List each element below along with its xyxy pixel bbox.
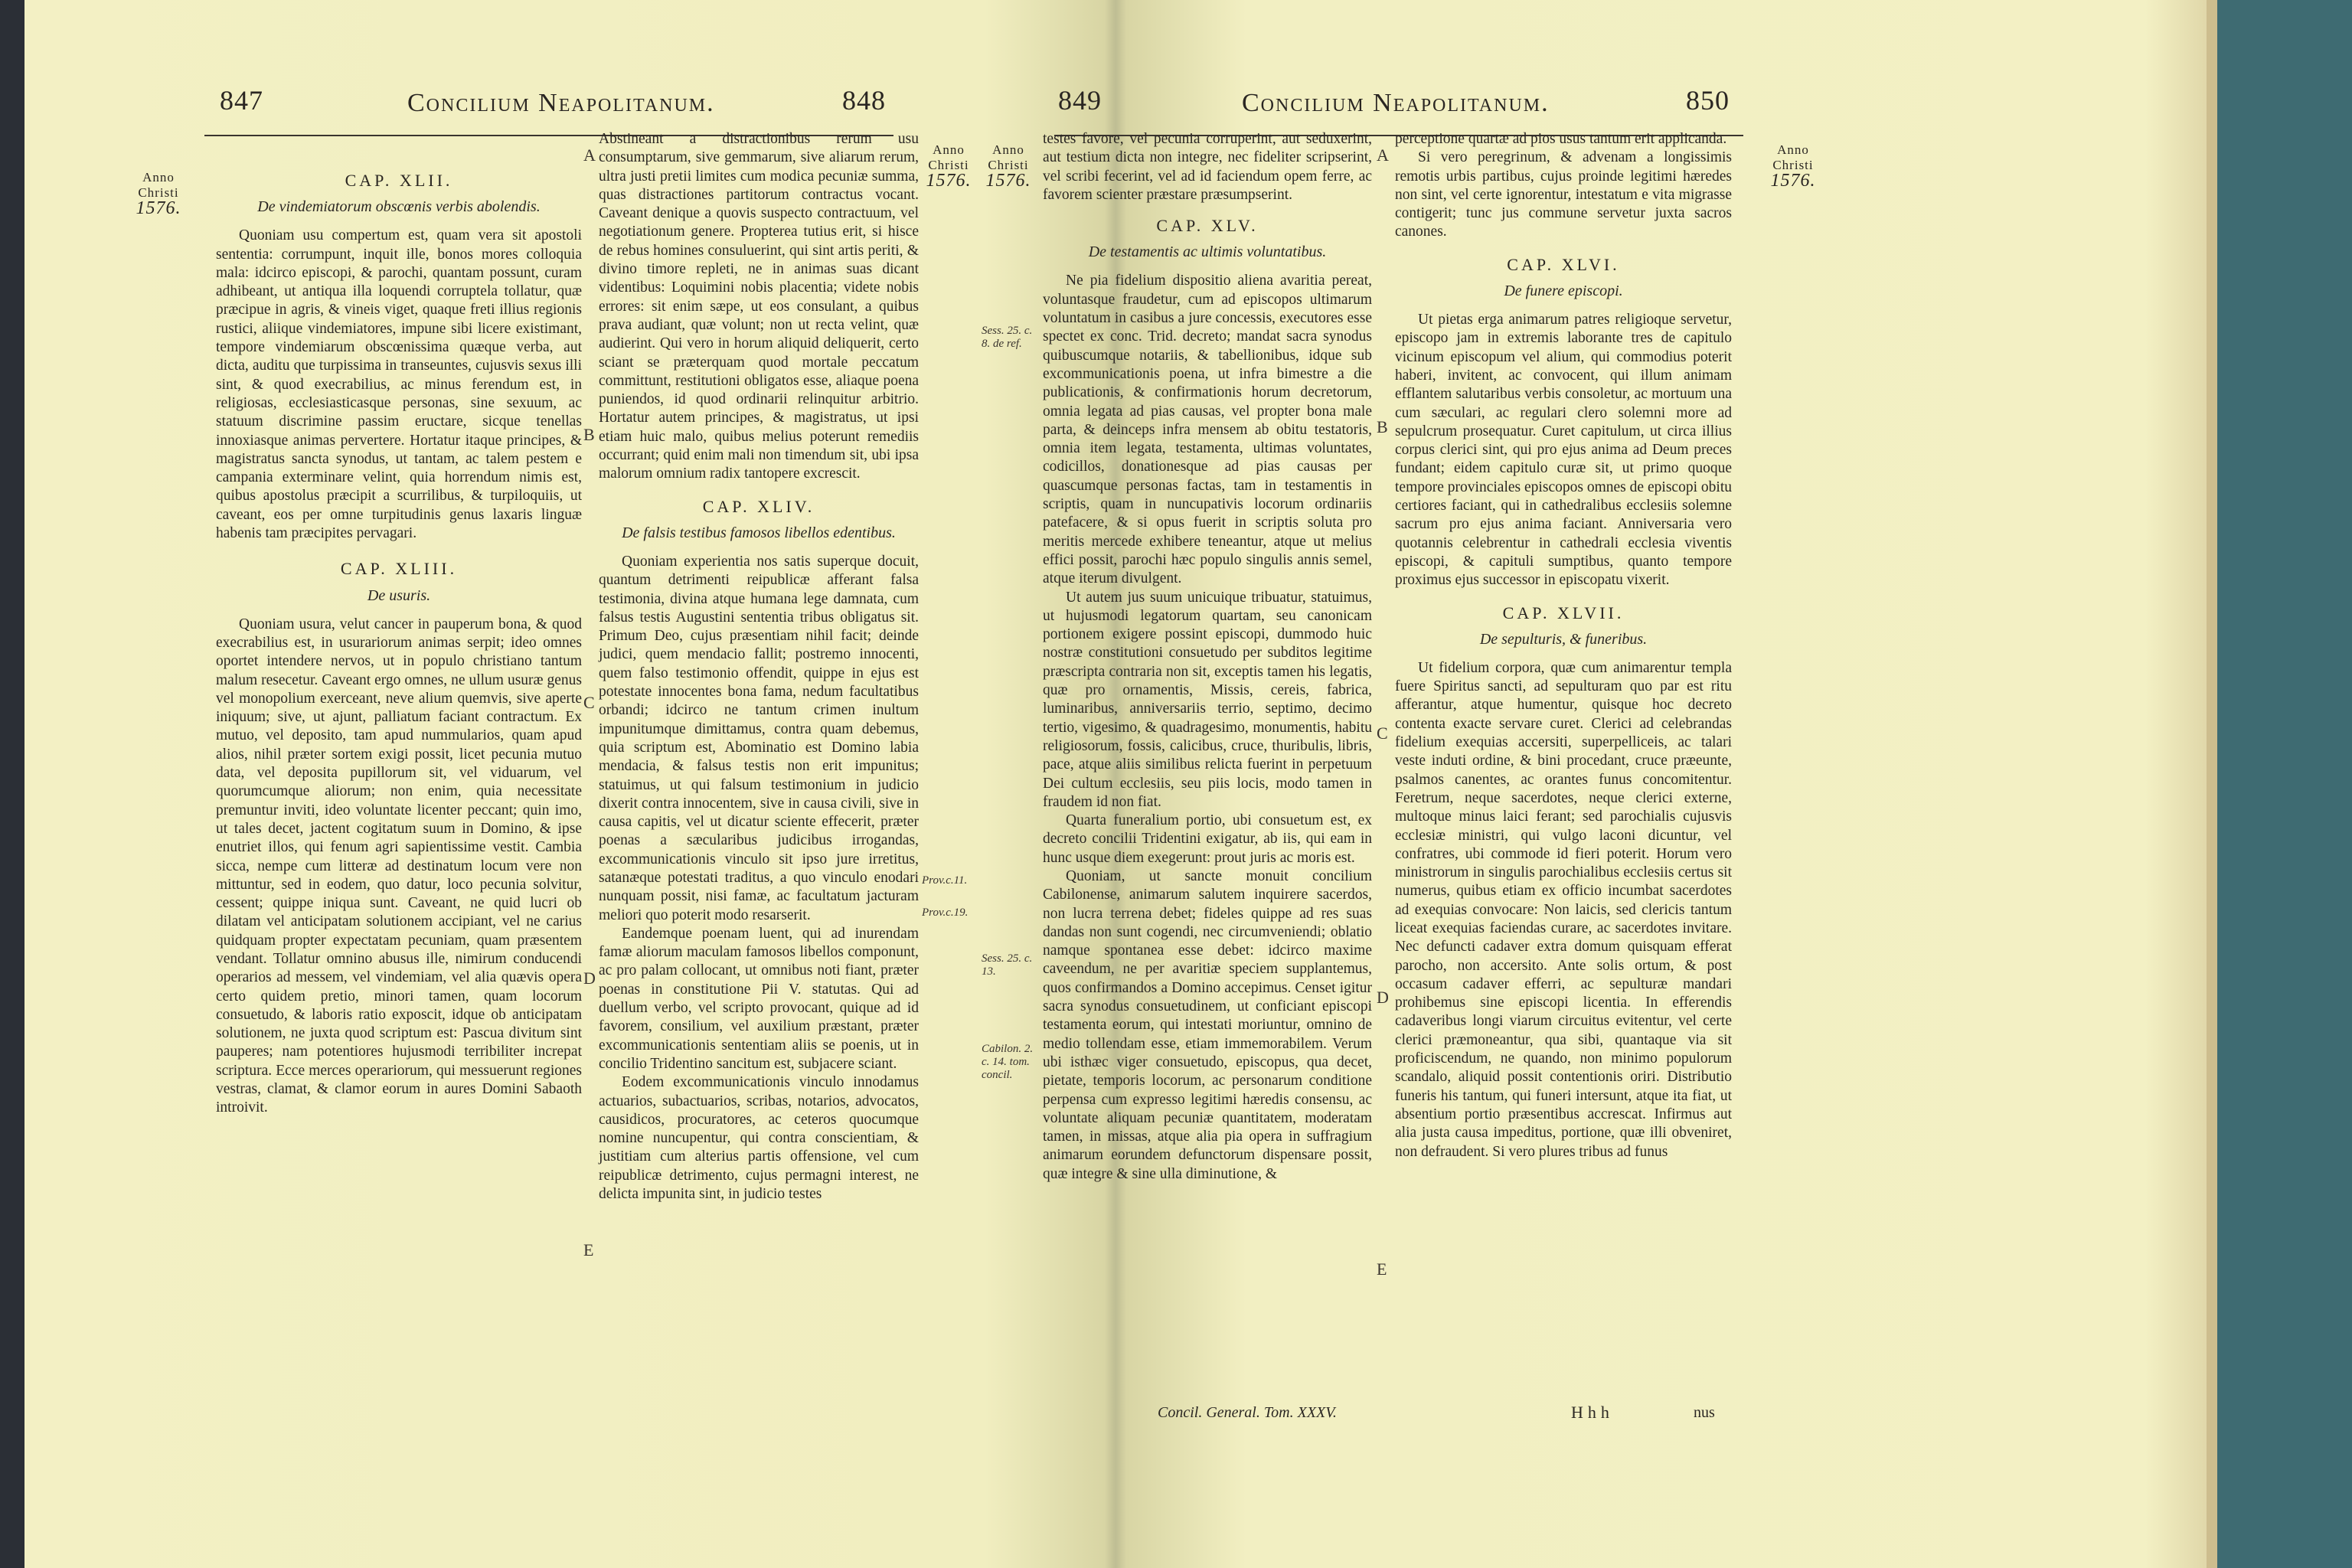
chapter-text: testes favore, vel pecunia corruperint, aut seduxerint, aut testium dicta non integre, nec fideliter scripserint, vel scribi fecerint, vel ad id faciendum opem ferre, ac favorem scienter præstare præsumpserint.	[1043, 131, 1372, 203]
year-label: 1576.	[136, 198, 181, 218]
chapter-subtitle: De sepulturis, & funeribus.	[1479, 630, 1648, 648]
margin-letter-c: C	[1377, 724, 1388, 743]
margin-letter-b: B	[1377, 417, 1388, 436]
page-number-847: 847	[220, 85, 263, 116]
chapter-title: CAP. XLIII.	[340, 559, 458, 579]
margin-letter-d: D	[1377, 988, 1389, 1007]
anno-label: Anno	[142, 170, 175, 185]
page-edges	[2207, 0, 2217, 1568]
footer-signature: Hhh	[1571, 1403, 1614, 1422]
page-number-848: 848	[842, 85, 886, 116]
left-page-column-2	[599, 130, 919, 1204]
chapter-title: CAP. XLV.	[1156, 216, 1259, 236]
chapter-text: perceptione quartæ ad pios usus tantum erit applicanda.	[1395, 131, 1727, 147]
christi-label: Christi	[1772, 158, 1814, 172]
chapter-text: Abstineant a distractionibus rerum usu consumptarum, sive gemmarum, sive aliarum rerum, ultra justi pretii limites cum modica pecuniæ summa, quas distractiones partitorum contractus vocant. Caveant denique a quovis suspecto contractuum, vel negotiationum genere. Propterea tutius erit, si hisce de rebus homines consuluerint, qui sint artis periti, & divino timore repleti, ne in animas suas dicant videntibus: Loquimini nobis placentia; videte nobis errores: sit enim sæpe, ut eos consulant, a quibus prava audiant, quæ volunt; non ut recta velint, quæ audierint. Qui vero in horum aliquid deliquerit, certo sciant se præterquam quod mortale peccatum committunt, restitutioni obligatos esse, aliaque poena puniendos, id quod ordinarii relinquitur arbitrio. Hortatur autem principes, & magistratus, ut ipsi etiam huic malo, quibus melius poterunt remediis occurrant; quid enim mali non timendum sit, ubi ipsa malorum omnium radix tantopere excrescit.	[599, 131, 919, 482]
chapter-subtitle: De usuris.	[367, 586, 431, 604]
left-page	[24, 0, 982, 1568]
footer-catchword: nus	[1694, 1404, 1715, 1421]
year-label: 1576.	[926, 171, 972, 191]
background-right	[2207, 0, 2352, 1568]
chapter-subtitle: De falsis testibus famosos libellos edentibus.	[622, 524, 896, 541]
margin-letter-c: C	[583, 693, 595, 712]
anno-christi-margin	[124, 170, 193, 216]
margin-note-prov-19: Prov.c.19.	[922, 906, 969, 919]
year-label: 1576.	[985, 171, 1031, 191]
margin-letter-b: B	[583, 425, 595, 444]
chapter-title: CAP. XLVI.	[1507, 254, 1620, 274]
footer-volume: Concil. General. Tom. XXXV.	[1158, 1404, 1337, 1421]
running-title: Concilium Neapolitanum.	[1242, 89, 1550, 117]
left-page-column-1	[216, 161, 582, 1118]
chapter-text: Ne pia fidelium dispositio aliena avaritia pereat, voluntasque fraudetur, cum ad episcopos ultimarum voluntatum in casibus a jure concessis, executores esse spectet ex conc. Trid. decreto; mandat sacra synodus quibuscumque notariis, & tabellionibus, idque sub excommunicationis poena, ut infra bimestre a die publicationis, & confirmationis horum decretorum, omnia legata ad pias causas, vel propter bona male parta, & deinceps infra mensem ab obitu testatoris, omnia item legata, testamenta, ultimas voluntates, codicillos, donationesque ad pias causas per quascumque personas factas, tam in testamentis in scriptis, quam in nuncupativis locorum ordinariis patefacere, & si opus fuerit in scriptis soluta pro meritis mercede exhibere teneantur, atque ut melius effici possit, parochi hæc populo singulis annis semel, atque iterum divulgent.	[1043, 273, 1372, 587]
chapter-text: Ut pietas erga animarum patres religioque servetur, episcopo jam in extremis laborante tres de capitulo vicinum episcopum vel alium, qui commodius poterit haberi, invitent, ac convocent, qui illum animam efflantem salutaribus verbis consoletur, ac mortuum una cum sæculari, ac regulari clero solemni more ad sepulcrum prosequatur. Curet capitulum, ut circa illius corpus clerici sint, qui pro ejus anima ad Deum preces fundant; eidem capitulo curæ sit, ut primo quoque tempore provinciales episcopos omnes de episcopi obitu certiores faciant, qui in cathedralibus ecclesiis solemne sacrum pro ejus anima faciant. Anniversaria vero quotannis celebrentur in cathedrali ecclesia viventis episcopi, & capituli sumptibus, quanto tempore proximus ejus successor in episcopatu vixerit.	[1395, 312, 1732, 589]
anno-christi-margin-right	[914, 142, 983, 191]
margin-letter-e: E	[1377, 1259, 1387, 1279]
chapter-text: Quarta funeralium portio, ubi consuetum est, ex decreto concilii Tridentini exigatur, ab iis, qui eam in hunc usque diem exegerunt: prout juris ac moris est.	[1043, 812, 1372, 866]
chapter-title: CAP. XLVII.	[1502, 603, 1625, 622]
chapter-text: Quoniam, ut sancte monuit concilium Cabilonense, animarum salutem inquirere sacerdos, non lucra terrena debet; fideles quippe ad res suas dandas non sunt cogendi, nec circumveniendi; oblatio namque spontanea esse debet: idcirco maxime caveendum, ne per avaritiæ speciem supplantemus, quos confirmandos a Domino accepimus. Censet igitur sacra synodus consuetudinem, ut conficiant episcopi testamenta eorum, qui intestati moriuntur, omnino de medio tollendam esse, etiam immemorabilem. Verum ubi isthæc viger consuetudo, episcopus, qua decet, pietate, temporis locorum, ac personarum conditione perpensa cum expresso legitimi hæredis consensu, ac voluntate aliquam pecuniæ quantitatem, moderatam tamen, in missas, atque alia pia opera in suffragium animarum eorundem defunctorum dispensare possit, quæ integre & sine ulla diminutione, &	[1043, 867, 1372, 1182]
christi-label: Christi	[138, 185, 179, 200]
margin-letter-a: A	[1377, 145, 1389, 165]
year-label: 1576.	[1770, 171, 1816, 191]
right-page-column-1	[1043, 130, 1372, 1184]
margin-note-prov-11: Prov.c.11.	[922, 874, 968, 887]
anno-label: Anno	[1777, 142, 1809, 157]
chapter-subtitle: De funere episcopi.	[1504, 283, 1623, 300]
chapter-subtitle: De vindemiatorum obscœnis verbis abolendis.	[257, 198, 541, 216]
margin-note-cabilon: Cabilon. 2. c. 14. tom. concil.	[982, 1043, 1034, 1081]
anno-christi-margin-right	[1759, 142, 1828, 191]
anno-label: Anno	[992, 142, 1024, 157]
chapter-text: Si vero peregrinum, & advenam a longissimis remotis urbis partibus, cujus proinde legitimi hæredes non sint, vel certe ignorentur, intestatum e vita migrasse contigerit; tunc jus commune servetur juxta sacros canones.	[1395, 149, 1732, 240]
chapter-subtitle: De testamentis ac ultimis voluntatibus.	[1088, 243, 1327, 261]
right-page	[982, 0, 1977, 1568]
background-left	[0, 0, 24, 1568]
chapter-text: Quoniam experientia nos satis superque docuit, quantum detrimenti reipublicæ afferant falsa testimonia, divina atque humana lege damnata, cum falsus testis Augustini sententia tribus obligatus sit. Primum Deo, cujus præsentiam nihil facit; deinde judici, quem mendacio fallit; postremo innocenti, quem falso testimonio offendit, quippe in ejus est potestate innocentes bona fama, nedum facultatibus orbandi; idcirco ne tantum crimen inultum impunitumque dimittamus, contra quam debemus, quia scriptum est, Abominatio est Domino labia mendacia, & falsus testis non erit impunitus; statuimus, ut qui falsum testimonium in judicio dixerit contra innocentem, sive in causa civili, sive in causa capitis, vel ut dicatur sciente effecerit, præter poenas a sæcularibus judicibus irrogandas, excommunicationis vinculo sit ipso jure irretitus, satanæque potestati traditus, a quo vinculo enodari nunquam possit, nisi famæ, ac facultatum jacturam meliori quo poterit modo resarserit.	[599, 553, 919, 923]
margin-letter-e: E	[583, 1240, 594, 1259]
margin-note-sess-25-c13: Sess. 25. c. 13.	[982, 952, 1033, 978]
margin-note-sess-25: Sess. 25. c. 8. de ref.	[982, 325, 1033, 350]
margin-letter-a: A	[583, 145, 596, 165]
christi-label: Christi	[928, 158, 969, 172]
chapter-text: Quoniam usu compertum est, quam vera sit apostoli sententia: corrumpunt, inquit ille, bonos mores colloquia mala: idcirco episcopi, & parochi, quantam possunt, curam adhibeant, ut antiqua illa loquendi corruptela tollatur, quæ præcipue in agris, & vineis viget, quaque freti illius regionis rustici, aliique vindemiatores, impune sibi licere existimant, tempore vindemiarum obscœnissima quæque verba, aut dicta, auditu que turpissima in transeuntes, cujusvis sexus illi sint, & quod execrabilius, ac minus ferendum est, in religiosas, ecclesiasticasque personas, sine sexuum, ac statuum discrimine passim eructare, sicque tenellas innoxiasque animas pervertere. Hortatur itaque principes, & magistratus sancta synodus, ut tantam, ac talem pestem e campania exterminare velint, quia horrendum nimis est, quibus apostolus præcipit a scurrilibus, & turpiloquiis, ut caveant, eos per omne turpitudinis genus laxaris linguæ habenis tam præcipites pervagari.	[216, 227, 582, 542]
margin-letter-d: D	[583, 969, 596, 988]
page-number-849: 849	[1058, 85, 1102, 116]
running-title: Concilium Neapolitanum.	[407, 89, 715, 117]
chapter-text: Eodem excommunicationis vinculo innodamus actuarios, subactuarios, scribas, notarios, advocatos, causidicos, procuratores, ac ceteros quocumque nomine nuncupentur, qui contra conscientiam, & justitiam cum alterius partis offensione, vel cum reipublicæ detrimento, cujus permagni interest, ne delicta impunita sint, in judicio testes	[599, 1074, 919, 1203]
right-page-column-2	[1395, 130, 1732, 1161]
chapter-title: CAP. XLII.	[345, 171, 453, 190]
chapter-text: Ut autem jus suum unicuique tribuatur, statuimus, ut hujusmodi legatorum quartam, seu canonicam portionem exigere possint episcopi, dummodo huic nostræ constitutioni consuetudo per subditos legitime præscripta contraria non sit, exceptis tamen his legatis, quæ pro ornamentis, Missis, cereis, fabrica, luminaribus, anniversariis terrio, septimo, decimo tertio, vigesimo, & quadragesimo, monumentis, habitu religiosorum, fossis, calicibus, cruce, thuribulis, libris, pace, atque aliis similibus relicta fuerint in perpetuum Dei cultum ecclesiis, seu piis locis, modo tamen in fraudem id non fiat.	[1043, 589, 1372, 810]
anno-christi-margin	[974, 142, 1043, 191]
anno-label: Anno	[933, 142, 965, 157]
christi-label: Christi	[988, 158, 1029, 172]
chapter-text: Eandemque poenam luent, qui ad inurendam famæ aliorum maculam famosos libellos componunt, ac pro palam collocant, ut omnibus noti fiant, præter poenas in constitutione Pii V. statutas. Qui ad duellum verbo, vel scripto provocant, quique ad id favorem, consilium, vel auxilium præstant, præter excommunicationis sententiam aliis se poenis, ut in concilio Tridentino sancitum est, subjacere sciant.	[599, 925, 919, 1072]
chapter-text: Quoniam usura, velut cancer in pauperum bona, & quod execrabilius est, in usurariorum animas serpit; ideo omnes oportet intendere nervos, ut in populo christiano tantum malum resecetur. Caveant ergo omnes, ne ullum usuræ genus vel monopolium exerceant, neve alium quemvis, sive aperte iniquum; sive, ut ajunt, palliatum faciant contractum. Ex mutuo, vel deposito, tam apud nummularios, quam apud alios, nihil præter sortem exigi possit, licet pecunia mutuo data, vel deposita pupillorum sit, vel viduarum, vel quorumcumque aliorum; non enim, quia necessitate premuntur inviti, ideo voluntate licenter peccant; quin imo, ut tales decet, jactent cogitatum suum in Domino, & ipse enutriet illos, qui fenum agri sapientissime vestit. Cambia sicca, nempe cum litteræ ad destinatum locum vere non mittuntur, sed in eodem, quo datur, loco pecunia solvitur, cessent; quippe iniqua sunt. Caveant, ne quid lucri ob dilatam vel anticipatam solutionem accipiant, vel ne carius quidquam propter expectatam pecuniam, quam præsentem vendant. Tollatur omnino abusus ille, nimirum conducendi operarios ad messem, vel vindemiam, vel alia quævis opera certo quidem pretio, minori tamen, quam locorum consuetudo, & laboris ratio exposcit, idque ob anticipatam solutionem, ne juxta quod scriptum est: Pascua divitum sint pauperes; nam potentiores hujusmodi terribiliter increpat scriptura. Ecce merces operariorum, qui messuerunt regiones vestras, clamat, & clamor eorum in aures Domini Sabaoth introivit.	[216, 616, 582, 1116]
page-number-850: 850	[1686, 85, 1730, 116]
chapter-text: Ut fidelium corpora, quæ cum animarentur templa fuere Spiritus sancti, ad sepulturam quo par est ritu afferantur, atque humentur, quisque hoc decreto contenta exacte servare curet. Clerici ad celebrandas fidelium exequias accersiti, superpelliceis, ac talari veste induti ordine, & bini procedant, cruce præeunte, psalmos canentes, ac orantes funus concomitentur. Feretrum, neque sacerdotes, neque clerici externe, multoque minus laici ferant; sed parochialis cujusvis ecclesiæ ministri, qui vulgo laconi dicuntur, vel confratres, ubi commode id fieri poterit. Horum vero ministrorum in singulis parochialibus ecclesiis certus sit numerus, quibus etiam ex officio incumbat sacerdotes ad exequias convocare: Non laicis, sed clericis tantum liceat exequias faciendas curare, ac sacerdotes invitare. Nec defuncti cadaver extra domum quisquam efferat parocho, non accersito. Ante solis ortum, & post occasum cadaver efferri, ac sepulturæ mandari prohibemus sine episcopi licentia. In efferendis cadaveribus longi viarum circuitus evitentur, vel certe clerici præmoneantur, qua sibi, quantaque via sit proficiscendum, ne quando, non minimo populorum scandalo, aliquid possit contentionis oriri. Distributio funeris his tantum, qui funeri intersunt, atque ita fiat, ut absentium portio præsentibus accrescat. Infirmus aut alia justa causa impeditus, portione, quæ illi obveniret, non defraudent. Si vero plures tribus ad funus	[1395, 659, 1732, 1160]
chapter-title: CAP. XLIV.	[702, 496, 815, 516]
